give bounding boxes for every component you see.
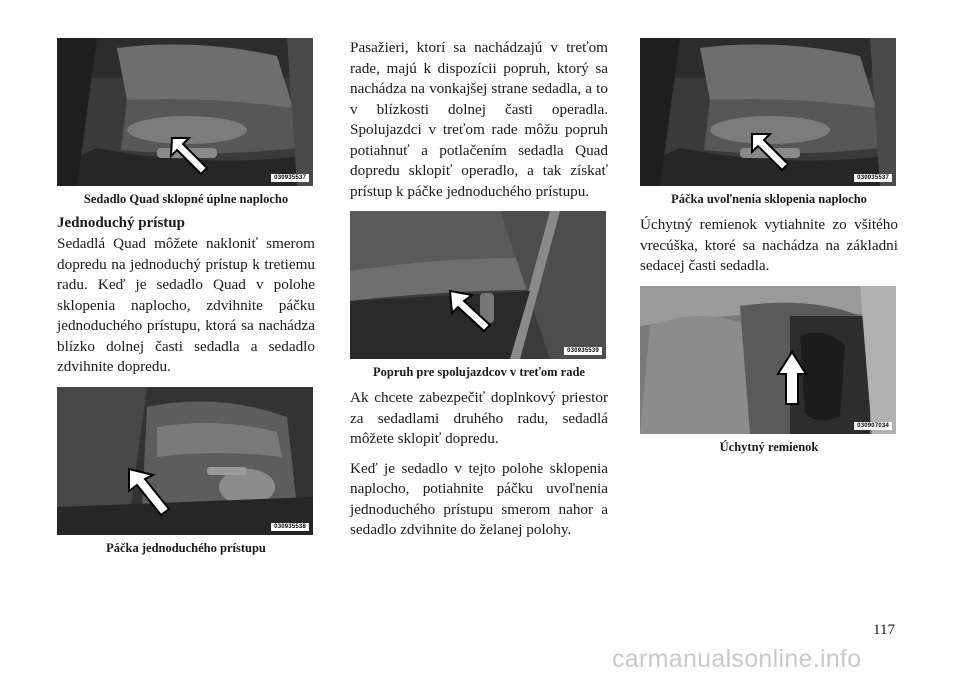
body-paragraph: Úchytný remienok vytiahnite zo všitého vrecúška, ktoré sa nachádza na základni sedacej časti sedadla. <box>640 216 898 274</box>
column-middle <box>350 38 608 550</box>
photo-third-row-strap <box>350 211 606 359</box>
photo-fold-flat-release-lever <box>640 38 896 186</box>
photo-caption: Páčka uvoľnenia sklopenia naplocho <box>671 192 867 206</box>
photo-seat-folded-flat <box>57 38 313 186</box>
photo-pull-strap <box>640 286 896 434</box>
body-paragraph: Pasažieri, ktorí sa nachádzajú v treťom rade, majú k dispozícii popruh, ktorý sa nachádza na vonkajšej strane sedadla, a to v blízkosti dolnej časti operadla. Spolujazdci v treťom rade môžu popruh potiahnuť a potlačením sedadla Quad dopredu sklopiť operadlo, a tak získať prístup k páčke jednoduchého prístupu. <box>350 39 608 200</box>
body-paragraph: Keď je sedadlo v tejto polohe sklopenia naplocho, potiahnite páčku uvoľnenia jednoduchého prístupu smerom nahor a sedadlo zdvihnite do želanej polohy. <box>350 459 608 538</box>
photo-id-label: 030935538 <box>271 523 309 531</box>
column-left <box>57 38 315 564</box>
photo-id-label: 030935537 <box>854 174 892 182</box>
body-paragraph: Ak chcete zabezpečiť doplnkový priestor za sedadlami druhého radu, sedadlá môžete sklopiť dopredu. <box>350 389 608 447</box>
photo-easy-entry-lever <box>57 387 313 535</box>
body-paragraph: Sedadlá Quad môžete nakloniť smerom dopredu na jednoduchý prístup k tretiemu radu. Keď je sedadlo Quad v polohe sklopenia naplocho, zdvihnite páčku jednoduchého prístupu, ktorá sa nachádza blízko dolnej časti sedadla a sedadlo zdvihnite dopredu. <box>57 235 315 375</box>
photo-id-label: 030907034 <box>854 422 892 430</box>
photo-id-label: 030935539 <box>564 347 602 355</box>
page-number: 117 <box>873 622 895 638</box>
photo-caption: Popruh pre spolujazdcov v treťom rade <box>373 365 585 379</box>
photo-caption: Páčka jednoduchého prístupu <box>106 540 266 555</box>
photo-caption: Úchytný remienok <box>719 439 819 454</box>
watermark-text: carmanualsonline.info <box>612 645 862 673</box>
column-right <box>640 38 898 463</box>
section-heading: Jednoduchý prístup <box>57 215 185 231</box>
photo-id-label: 030935537 <box>271 174 309 182</box>
photo-caption: Sedadlo Quad sklopné úplne naplocho <box>83 192 289 206</box>
